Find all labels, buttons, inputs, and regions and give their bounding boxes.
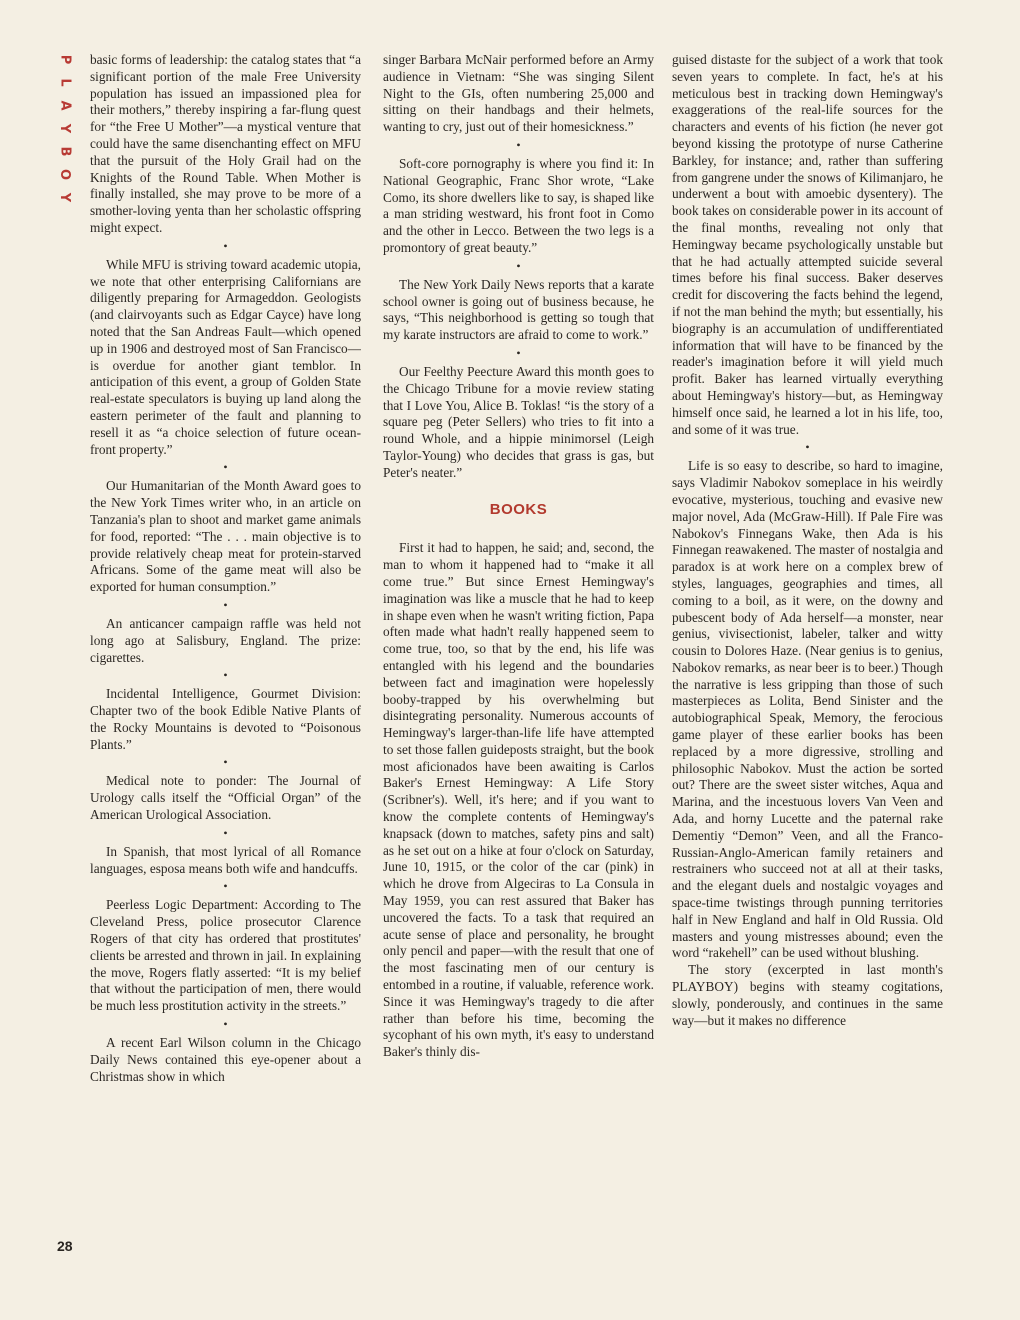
paragraph: While MFU is striving toward academic utopia, we note that other enterprising Californians are diligently preparing for Armageddon. Geologists (and clairvoyants such as Edgar Cayce) have long noted that the San Andreas Fault—which opened up in 1906 and destroyed most of San Francisco—is overdue for another giant temblor. In anticipation of this event, a group of Golden State real-estate speculators is buying up land along the eastern perimeter of the fault and planning to resell it as “a choice selection of future ocean-front property.” (90, 256, 361, 457)
magazine-letter: B (57, 146, 73, 157)
paragraph: Incidental Intelligence, Gourmet Division: Chapter two of the book Edible Native Plants of the Rocky Mountains is devoted to “Poisonous Plants.” (90, 686, 361, 752)
separator-dot: • (223, 755, 228, 770)
paragraph: Medical note to ponder: The Journal of Urology calls itself the “Official Organ” of the American Urological Association. (90, 773, 361, 823)
paragraph: Our Feelthy Peecture Award this month goes to the Chicago Tribune for a movie review stating that I Love You, Alice B. Toklas! “is the story of a square peg (Peter Sellers) who tries to fit into a round Whole, and a hippie minimorsel (Leigh Taylor-Young) who decides that grass is gas, but Peter's neater.” (383, 363, 654, 480)
paragraph: In Spanish, that most lyrical of all Romance languages, esposa means both wife and handcuffs. (90, 843, 361, 876)
paragraph: An anticancer campaign raffle was held not long ago at Salisbury, England. The prize: cigarettes. (90, 615, 361, 665)
separator-dot: • (223, 879, 228, 894)
paragraph: First it had to happen, he said; and, second, the man to whom it happened had to “make it all come true.” But since Ernest Hemingway's imagination was like a muscle that he had to keep in shape even when he wasn't writing fiction, Papa often made what hadn't really happened seem to come true, too, so that by the end, his life was entangled with his legend and the boundaries between fact and imagination were hopelessly booby-trapped by his overwhelming but disintegrating personality. Numerous accounts of Hemingway's larger-than-life life have attempted to set those fallen guideposts straight, but the book most aficionados have been awaiting is Carlos Baker's Ernest Hemingway: A Life Story (Scribner's). Well, it's here; and if you want to know the complete contents of Hemingway's knapsack (down to matches, safety pins and salt) as he set out on a hike at four o'clock on Saturday, June 10, 1915, or the color of the car (pink) in which he drove from Algeciras to La Consula in May 1959, you can rest assured that Baker has uncovered the facts. To a task that required an acute sense of place and personality, he brought only pencil and paper—with the result that one of the most fascinating men of our century is entombed in a routine, if valuable, reference work. Since it was Hemingway's tragedy to die after rather than before his time, becoming the sycophant of his own myth, it's easy to understand Baker's thinly dis- (383, 540, 654, 1060)
separator-dot: • (223, 668, 228, 683)
magazine-letter: A (57, 100, 73, 111)
magazine-name-vertical (50, 48, 73, 209)
paragraph: Peerless Logic Department: According to The Cleveland Press, police prosecutor Clarence Rogers of that city has ordered that prostitutes' clients be arrested and thrown in jail. In explaining the move, Rogers flatly asserted: “It is my belief that without the participation of men, there would be much less prostitution activity in the streets.” (90, 897, 361, 1014)
text-column-3 (672, 52, 943, 1262)
magazine-letter: Y (57, 123, 73, 134)
magazine-letter: L (57, 78, 73, 87)
paragraph: Our Humanitarian of the Month Award goes to the New York Times writer who, in an article on Tanzania's plan to shoot and market game animals for food, reported: “The . . . main objective is to provide relatively cheap meat for protein-starved Africans. Some of the game meat will also be exported for human consumption.” (90, 478, 361, 595)
separator-dot: • (223, 238, 228, 253)
separator-dot: • (223, 460, 228, 475)
text-column-1 (90, 52, 361, 1262)
paragraph: The New York Daily News reports that a karate school owner is going out of business because, he says, “This neighborhood is getting so tough that my karate instructors are afraid to come to work.” (383, 276, 654, 343)
text-column-2 (383, 52, 654, 1262)
paragraph: Soft-core pornography is where you find it: In National Geographic, Franc Shor wrote, “Lake Como, its shore dwellers like to say, is shaped like a man striding westward, his front foot in Como and the other in Lecco. Between the two legs is a promontory of great beauty.” (383, 155, 654, 255)
paragraph: singer Barbara McNair performed before an Army audience in Vietnam: “She was singing Silent Night to the GIs, often numbering 25,000 and sitting on their handbags and their helmets, wanting to cry, just out of their homesickness.” (383, 52, 654, 135)
section-heading-books: BOOKS (489, 500, 548, 518)
separator-dot: • (805, 440, 810, 455)
paragraph: basic forms of leadership: the catalog states that “a significant portion of the male Free University population has issued an impassioned plea for their mothers,” thereby inspiring a far-flung quest for “the Free U Mother”—a mystical venture that could have the same disenchanting effect on MFU that the pursuit of the Holy Grail had on the Knights of the Round Table. When Mother is finally installed, she may prove to be more of a smother-loving yenta than her scholastic offspring might expect. (90, 52, 361, 235)
magazine-letter: Y (57, 192, 73, 203)
separator-dot: • (516, 137, 521, 152)
paragraph: A recent Earl Wilson column in the Chicago Daily News contained this eye-opener about a Christmas show in which (90, 1035, 361, 1084)
separator-dot: • (223, 1017, 228, 1032)
separator-dot: • (516, 258, 521, 273)
separator-dot: • (516, 345, 521, 360)
separator-dot: • (223, 825, 228, 840)
magazine-letter: P (57, 54, 73, 65)
paragraph: guised distaste for the subject of a work that took seven years to complete. In fact, he's at his meticulous best in tracking down Hemingway's exaggerations of the real-life sources for the characters and events of his fiction (he never got beyond kissing the prototype of nurse Catherine Barkley, for instance; and, rather than suffering from gangrene under the snows of Kilimanjaro, he underwent a bout with amoebic dysentery). The book takes on considerable power in its account of the final months, revealing not only that Hemingway became psychologically unstable but that he had actually attempted suicide several times before his final success. Baker deserves credit for discovering the facts behind the legend, if not the man behind the myth; but essentially, his biography is an accumulation of undifferentiated information that will have to be financed by the reader's imagination before it will yield much profit. Baker has learned virtually everything about Hemingway's history—but, as Hemingway himself once said, he learned a lot in his life, too, and some of it was true. (672, 52, 943, 437)
magazine-letter: O (57, 168, 73, 181)
page-number: 28 (57, 1238, 73, 1254)
paragraph: Life is so easy to describe, so hard to imagine, says Vladimir Nabokov someplace in his weirdly evocative, mysterious, touching and evasive new major novel, Ada (McGraw-Hill). If Pale Fire was Nabokov's Finnegans Wake, then Ada is his Finnegan reawakened. The master of nostalgia and paradox is at work here on a complex brew of styles, languages, geographies and times, all coming to a boil, as it were, on the downy and pubescent body of Ada herself—a monster, near genius, vivisectionist, labeler, talker and witty cousin to Dolores Haze. (Near genius is to genius, Nabokov remarks, as near beer is to beer.) Though the narrative is less gripping than those of such masterpieces as Lolita, Bend Sinister and the autobiographical Speak, Memory, the ferocious game player of these earlier books has been replaced by a more digressive, strolling and philosophic Nabokov. Must the action be sorted out? There are the sweet sister witches, Aqua and Marina, and the incestuous lovers Van Veen and Ada, and horny Lucette and the paternal rake Dementiy “Demon” Veen, and all the Franco-Russian-Anglo-American family retainers and restrainers who succeed not at all at their tasks, and the elegant duels and nostalgic voyages and space-time twistings through punning territories half in New England and half in Old Russia. Old masters and young mistresses abound; even the word “rakehell” can be used without blushing. (672, 458, 943, 961)
separator-dot: • (223, 597, 228, 612)
paragraph: The story (excerpted in last month's PLAYBOY) begins with steamy cogitations, slowly, ponderously, and continues in the same way—but it makes no difference (672, 962, 943, 1028)
